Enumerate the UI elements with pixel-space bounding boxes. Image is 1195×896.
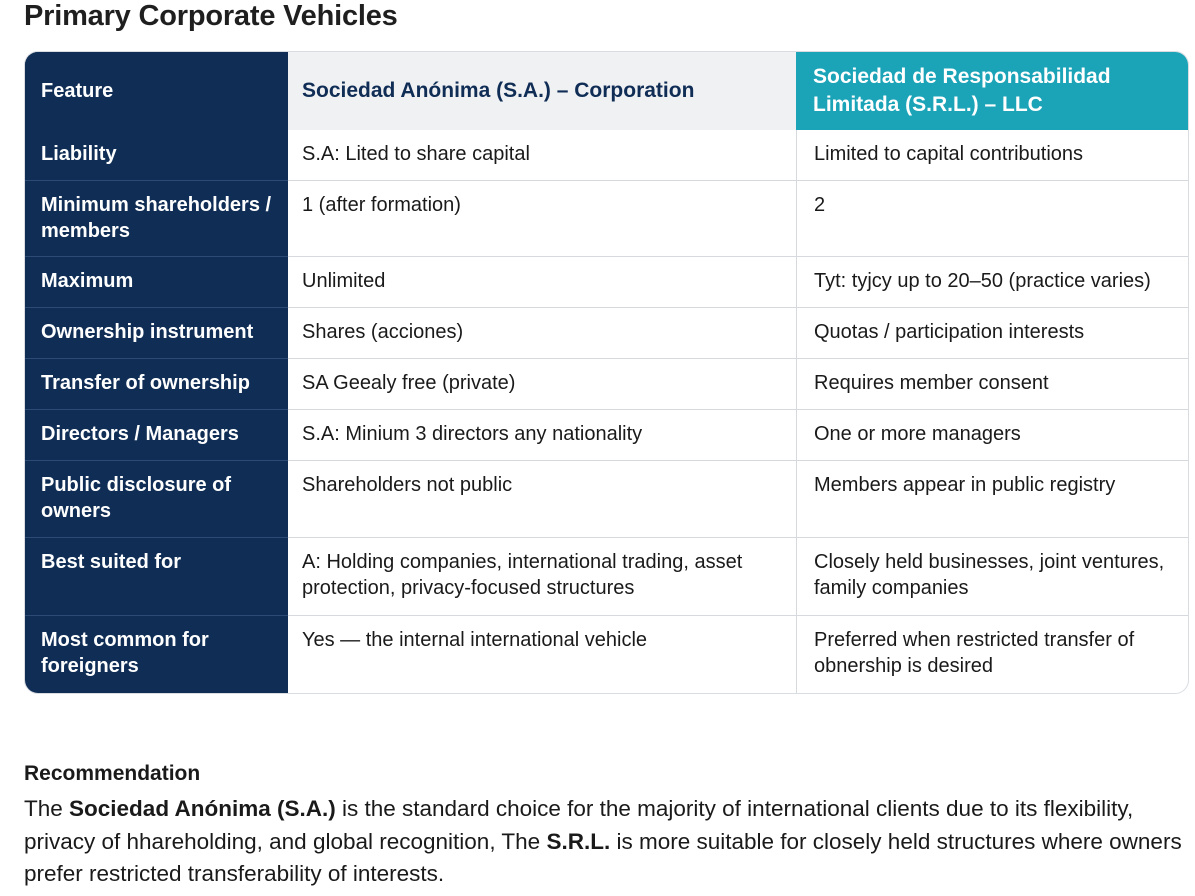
- header-feature: Feature: [25, 52, 288, 130]
- row-feature-liability: Liability: [25, 130, 288, 181]
- page-title: Primary Corporate Vehicles: [24, 0, 398, 32]
- row-srl-value: Closely held businesses, joint ventures, family companies: [796, 538, 1188, 616]
- row-srl-value: 2: [796, 181, 1188, 257]
- row-feature-directors-managers: Directors / Managers: [25, 410, 288, 461]
- recommendation-title: Recommendation: [24, 762, 201, 785]
- comparison-table: [24, 51, 1189, 694]
- row-srl-value: Members appear in public registry: [796, 461, 1188, 538]
- recommendation-text: is more suitable for closely held structures where owners prefer restricted transferability of interests.: [24, 828, 1182, 886]
- row-sa-value: Shares (acciones): [288, 308, 796, 359]
- row-sa-value: 1 (after formation): [288, 181, 796, 257]
- row-srl-value: Quotas / participation interests: [796, 308, 1188, 359]
- table-grid: [25, 52, 1188, 693]
- row-feature-ownership-instrument: Ownership instrument: [25, 308, 288, 359]
- row-feature-transfer-of-ownership: Transfer of ownership: [25, 359, 288, 410]
- row-feature-minimum-shareholders: Minimum shareholders / members: [25, 181, 288, 257]
- recommendation-emphasis-sa: Sociedad Anónima (S.A.): [69, 796, 336, 821]
- row-sa-value: A: Holding companies, international trading, asset protection, privacy-focused structures: [288, 538, 796, 616]
- recommendation-text: The: [24, 796, 70, 821]
- row-sa-value: SA Geealy free (private): [288, 359, 796, 410]
- row-srl-value: Preferred when restricted transfer of obnership is desired: [796, 616, 1188, 693]
- row-feature-best-suited-for: Best suited for: [25, 538, 288, 616]
- header-sa: Sociedad Anónima (S.A.) – Corporation: [288, 52, 796, 130]
- recommendation-text: is the standard choice for the majority of international clients due to its flexibility, privacy of hhareholding, and global recognition, The: [24, 796, 1134, 854]
- row-sa-value: Shareholders not public: [288, 461, 796, 538]
- row-sa-value: S.A: Lited to share capital: [288, 130, 796, 181]
- row-sa-value: S.A: Minium 3 directors any nationality: [288, 410, 796, 461]
- row-sa-value: Yes — the internal international vehicle: [302, 629, 648, 651]
- row-srl-value: Tyt: tyjcy up to 20–50 (practice varies): [796, 257, 1188, 308]
- row-feature-public-disclosure: Public disclosure of owners: [25, 461, 288, 538]
- row-feature-most-common-for-foreigners: Most common for foreigners: [41, 629, 209, 677]
- row-srl-value: Requires member consent: [796, 359, 1188, 410]
- row-feature-maximum: Maximum: [25, 257, 288, 308]
- header-srl: Sociedad de Responsabilidad Limitada (S.R.L.) – LLC: [796, 52, 1188, 130]
- row-sa-value: Unlimited: [288, 257, 796, 308]
- recommendation-body: [24, 793, 1184, 891]
- recommendation-emphasis-srl: S.R.L.: [546, 828, 611, 854]
- row-srl-value: Limited to capital contributions: [796, 130, 1188, 181]
- row-srl-value: One or more managers: [796, 410, 1188, 461]
